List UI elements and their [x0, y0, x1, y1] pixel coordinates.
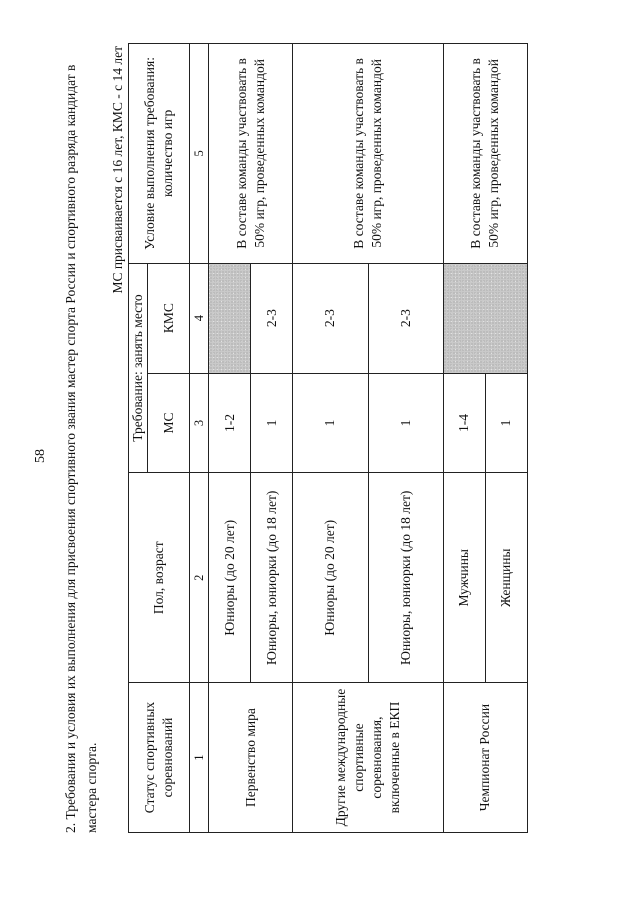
page-number: 58 — [33, 449, 48, 463]
table-row — [209, 44, 251, 833]
intro-paragraph: 2. Требования и условия их выполнения для присвоения спортивного звания мастер спорта России и спортивного разряда кандидат в мастера спорта. — [63, 64, 99, 833]
sex-age-cell: Юниоры (до 20 лет) — [293, 473, 368, 683]
condition-cell: В составе команды участвовать в 50% игр, проведенных командой — [209, 44, 293, 264]
header-sex-age: Пол, возраст — [129, 473, 190, 683]
ms-place-cell: 1-4 — [443, 373, 485, 473]
sex-age-cell: Юниоры, юниорки (до 18 лет) — [251, 473, 293, 683]
col-number: 2 — [190, 473, 209, 683]
header-condition: Условие выполнения требования: количество игр — [129, 44, 190, 264]
sex-age-cell: Мужчины — [443, 473, 485, 683]
ms-place-cell: 1 — [293, 373, 368, 473]
condition-cell: В составе команды участвовать в 50% игр, проведенных командой — [443, 44, 527, 264]
rotated-page — [28, 18, 568, 878]
kms-place-cell: 2-3 — [293, 263, 368, 373]
requirements-table — [128, 43, 528, 833]
table-row — [293, 44, 368, 833]
col-number: 4 — [190, 263, 209, 373]
table-row — [443, 44, 485, 833]
condition-cell: В составе команды участвовать в 50% игр, проведенных командой — [293, 44, 443, 264]
status-cell: Чемпионат России — [443, 683, 527, 833]
kms-shaded-cell — [443, 263, 527, 373]
header-ms: МС — [148, 373, 190, 473]
header-requirement: Требование: занять место — [129, 263, 148, 473]
ms-place-cell: 1-2 — [209, 373, 251, 473]
col-number: 1 — [190, 683, 209, 833]
column-number-row — [190, 44, 209, 833]
kms-place-cell: 2-3 — [251, 263, 293, 373]
header-kms: КМС — [148, 263, 190, 373]
ms-place-cell: 1 — [251, 373, 293, 473]
header-row — [129, 44, 148, 833]
status-cell: Первенство мира — [209, 683, 293, 833]
ms-place-cell: 1 — [485, 373, 527, 473]
sex-age-cell: Юниоры (до 20 лет) — [209, 473, 251, 683]
sex-age-cell: Юниоры, юниорки (до 18 лет) — [368, 473, 443, 683]
age-note: МС присваивается с 16 лет, КМС - с 14 лет — [110, 46, 125, 294]
kms-place-cell: 2-3 — [368, 263, 443, 373]
sex-age-cell: Женщины — [485, 473, 527, 683]
kms-shaded-cell — [209, 263, 251, 373]
col-number: 5 — [190, 44, 209, 264]
ms-place-cell: 1 — [368, 373, 443, 473]
status-cell: Другие международные спортивные соревнования, включенные в ЕКП — [293, 683, 443, 833]
col-number: 3 — [190, 373, 209, 473]
header-status: Статус спортивных соревнований — [129, 683, 190, 833]
